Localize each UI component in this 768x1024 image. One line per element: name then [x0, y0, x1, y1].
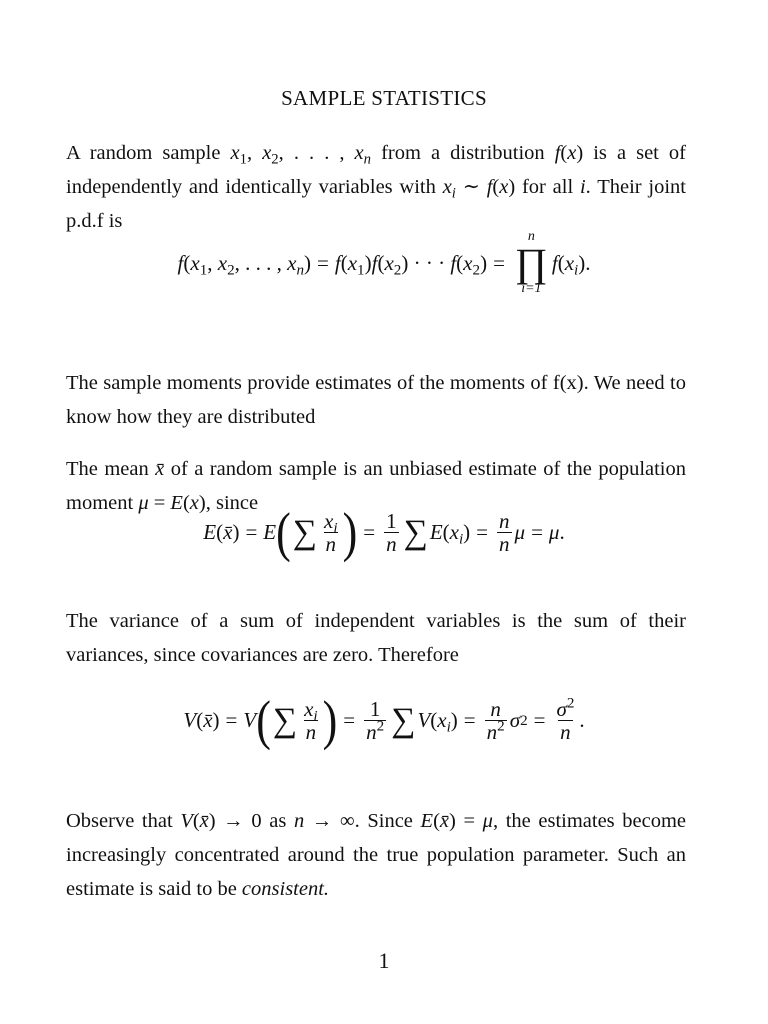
paragraph-variance: The variance of a sum of independent variables is the sum of their variances, since covariances are zero. Therefore — [66, 610, 686, 666]
page-number: 1 — [378, 948, 390, 973]
paragraph-mean: The mean x̄ of a random sample is an unbiased estimate of the population moment μ = E(x), since — [66, 458, 687, 514]
page-title: SAMPLE STATISTICS — [281, 86, 487, 110]
paragraph-consistency: Observe that V(x̄) → 0 as n → ∞. Since E(x̄) = μ, the estimates become increasingly concentrated around the true population parameter. Such an estimate is said to be consistent. — [66, 810, 687, 900]
product-operator: n ∏ i=1 — [514, 229, 548, 296]
equation-joint-pdf: $f(x_1$, $x_2$, . . . , $x_n) = f(x_1)f(x_2)$ · · · $f(x_2)$ = n ∏ i=1 $f(x_i)$. — [177, 229, 591, 296]
equation-expected-mean: E ( x̄ ) = E ( ∑ $\frac{x_i}{n}$ ) = $\frac{1}{n}$ ∑ E ( $x_i$ ) = $\frac{n}{n}$ μ = μ . — [203, 501, 565, 563]
equation-variance-mean: V ( x̄ ) = V ( ∑ $\frac{x_i}{n}$ ) = $\frac{1}{n^2}$ ∑ V ( $x_i$ ) = $\frac{n}{n^2}$ σ 2 = $\frac{\sigma^2}{n}$ . — [183, 689, 585, 751]
paragraph-sample-moments: The sample moments provide estimates of the moments of f(x). We need to know how they are distributed — [66, 372, 686, 428]
paragraph-random-sample: A random sample $x_1$, $x_2$, . . . , $x_n$ from a distribution f(x) is a set of independently and identically variables with $x_i$ ∼ f(x) for all i. Their joint p.d.f is — [66, 142, 687, 232]
